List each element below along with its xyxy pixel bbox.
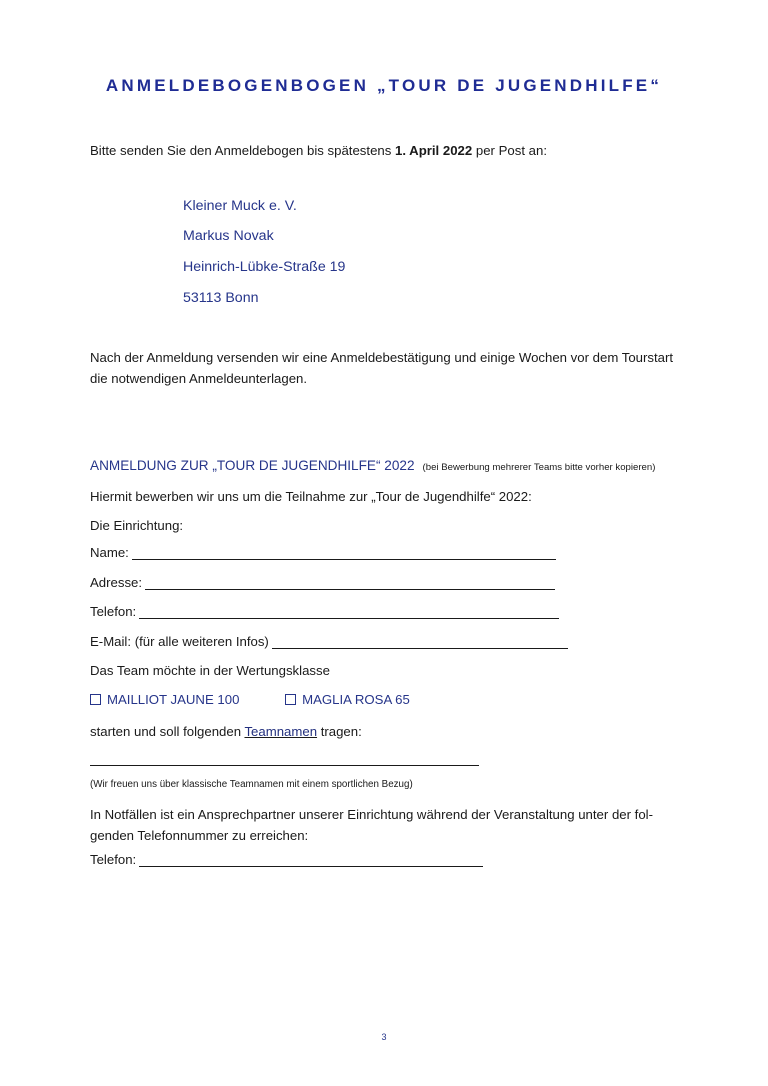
address-input-line[interactable] — [145, 575, 555, 590]
team-after: tragen: — [317, 724, 362, 739]
phone-input-line[interactable] — [139, 604, 559, 619]
team-word: Teamnamen — [244, 724, 318, 739]
emergency-phone-label: Telefon: — [90, 852, 137, 867]
emergency-line-2: genden Telefonnummer zu erreichen: — [90, 828, 309, 843]
option-maglia-rosa[interactable] — [285, 692, 410, 707]
address-field[interactable] — [90, 575, 555, 590]
email-field[interactable] — [90, 634, 568, 649]
email-input-line[interactable] — [272, 634, 568, 649]
phone-field[interactable] — [90, 604, 559, 619]
option-mailliot-jaune-label: MAILLIOT JAUNE 100 — [107, 692, 240, 707]
address-line-street: Heinrich-Lübke-Straße 19 — [183, 259, 346, 275]
application-line: Hiermit bewerben wir uns um die Teilnahme zur „Tour de Jugendhilfe“ 2022: — [90, 489, 532, 504]
team-name-line — [90, 721, 362, 743]
team-name-input-line[interactable] — [90, 751, 479, 766]
class-intro: Das Team möchte in der Wertungsklasse — [90, 663, 330, 678]
checkbox-mailliot-jaune[interactable] — [90, 694, 101, 705]
page-number: 3 — [381, 1032, 387, 1042]
intro-date: 1. April 2022 — [395, 143, 473, 158]
option-maglia-rosa-label: MAGLIA ROSA 65 — [302, 692, 410, 707]
emergency-phone-input-line[interactable] — [139, 852, 483, 867]
team-name-field[interactable] — [90, 751, 479, 766]
intro-before: Bitte senden Sie den Anmeldebogen bis spätestens — [90, 143, 395, 158]
address-label: Adresse: — [90, 575, 143, 590]
email-label: E-Mail: (für alle weiteren Infos) — [90, 634, 269, 649]
form-heading-note: (bei Bewerbung mehrerer Teams bitte vorher kopieren) — [422, 462, 656, 473]
form-heading-text: ANMELDUNG ZUR „TOUR DE JUGENDHILFE“ 2022 — [90, 458, 415, 473]
name-field[interactable] — [90, 545, 556, 560]
team-before: starten und soll folgenden — [90, 724, 245, 739]
name-label: Name: — [90, 545, 129, 560]
address-line-organization: Kleiner Muck e. V. — [183, 198, 297, 214]
intro-after: per Post an: — [472, 143, 547, 158]
checkbox-maglia-rosa[interactable] — [285, 694, 296, 705]
address-line-person: Markus Novak — [183, 228, 274, 244]
form-heading — [90, 458, 655, 473]
address-line-city: 53113 Bonn — [183, 290, 259, 306]
institution-label: Die Einrichtung: — [90, 518, 184, 533]
team-name-note: (Wir freuen uns über klassische Teamnamen mit einem sportlichen Bezug) — [90, 779, 413, 790]
page-title: ANMELDEBOGENBOGEN „TOUR DE JUGENDHILFE“ — [105, 76, 663, 95]
notice-line-2: die notwendigen Anmeldeunterlagen. — [90, 371, 308, 386]
phone-label: Telefon: — [90, 604, 137, 619]
notice-line-1: Nach der Anmeldung versenden wir eine Anmeldebestätigung und einige Wochen vor dem Tourstart — [90, 350, 674, 365]
emergency-phone-field[interactable] — [90, 852, 483, 867]
emergency-line-1: In Notfällen ist ein Ansprechpartner unserer Einrichtung während der Veranstaltung unter der fol- — [90, 807, 653, 822]
class-options — [90, 692, 410, 708]
option-mailliot-jaune[interactable] — [90, 692, 239, 707]
intro-text — [90, 140, 547, 162]
name-input-line[interactable] — [132, 545, 556, 560]
